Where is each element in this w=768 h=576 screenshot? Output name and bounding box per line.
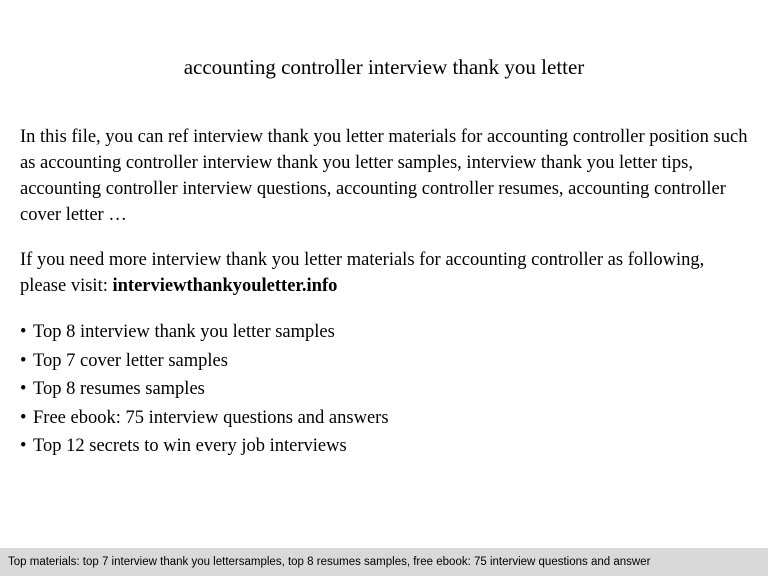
list-item-text: Top 7 cover letter samples <box>33 350 228 371</box>
page-title: accounting controller interview thank you letter <box>183 55 585 79</box>
list-item <box>20 404 750 433</box>
list-item <box>20 347 750 376</box>
footer-text: Top materials: top 7 interview thank you lettersamples, top 8 resumes samples, free ebook: 75 interview questions and answer <box>8 556 651 568</box>
slide-body <box>20 124 750 461</box>
list-item <box>20 432 750 461</box>
list-item <box>20 318 750 347</box>
visit-paragraph <box>20 247 750 299</box>
list-item <box>20 375 750 404</box>
intro-paragraph: In this file, you can ref interview thank you letter materials for accounting controller position such as accounting controller interview thank you letter samples, interview thank you letter tips, accounting controller interview questions, accounting controller resumes, accounting controller cover letter … <box>20 127 748 225</box>
bullet-icon: • <box>20 379 27 399</box>
list-item-text: Top 12 secrets to win every job interviews <box>33 436 347 456</box>
bullet-icon: • <box>20 322 27 342</box>
materials-list <box>20 318 750 461</box>
footer-bar <box>0 548 768 576</box>
list-item-text: Top 8 resumes samples <box>33 379 205 399</box>
visit-text: If you need more interview thank you letter materials for accounting controller as following, please visit: <box>20 250 705 296</box>
bullet-icon: • <box>20 350 27 371</box>
list-item-text: Free ebook: 75 interview questions and answers <box>33 407 389 428</box>
bullet-icon: • <box>20 407 27 428</box>
list-item-text: Top 8 interview thank you letter samples <box>33 322 335 342</box>
bullet-icon: • <box>20 436 27 456</box>
website-link[interactable]: interviewthankyouletter.info <box>112 276 338 296</box>
